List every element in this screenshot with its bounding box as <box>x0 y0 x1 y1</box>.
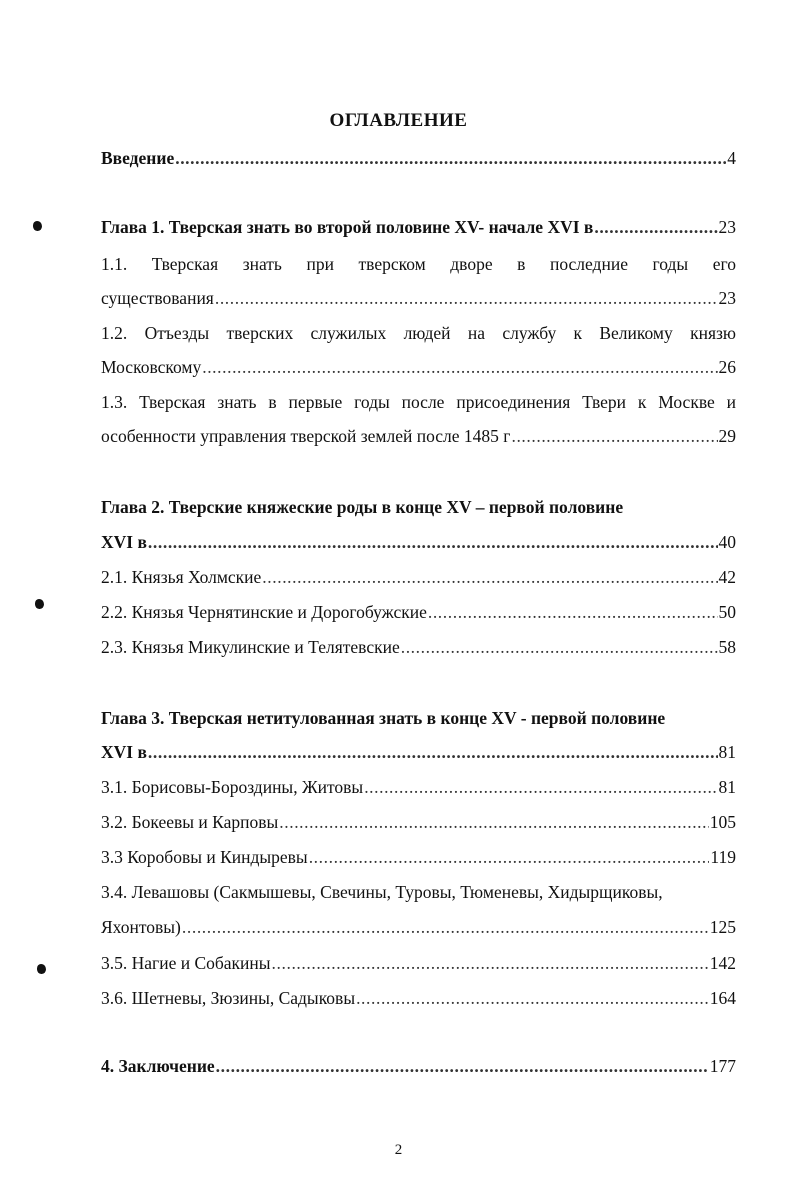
toc-page-number: 119 <box>710 847 736 867</box>
toc-entry-text: XVI в <box>101 742 147 762</box>
toc-entry-text: 2.1. Князья Холмские <box>101 567 262 587</box>
toc-leader-dots <box>175 145 726 171</box>
page-title: ОГЛАВЛЕНИЕ <box>329 110 468 131</box>
toc-entry-3-5 <box>101 950 736 976</box>
toc-entry-1-1-line1: 1.1. Тверская знать при тверском дворе в последние годы его <box>101 254 736 274</box>
toc-entry-conclusion <box>101 1053 736 1079</box>
toc-entry-text: 2.2. Князья Чернятинские и Дорогобужские <box>101 602 427 622</box>
toc-entry-chapter-3 <box>101 739 736 765</box>
toc-entry-text: Яхонтовы) <box>101 917 181 937</box>
toc-page-number: 40 <box>718 532 736 552</box>
toc-leader-dots <box>356 985 709 1011</box>
toc-entry-text: особенности управления тверской землей после 1485 г <box>101 426 511 446</box>
toc-page-number: 58 <box>718 637 736 657</box>
toc-entry-3-4-line1: 3.4. Левашовы (Сакмышевы, Свечины, Туровы, Тюменевы, Хидырщиковы, <box>101 882 663 902</box>
toc-entry-2-1 <box>101 564 736 590</box>
toc-entry-text: Введение <box>101 148 175 168</box>
toc-entry-text: 4. Заключение <box>101 1056 215 1076</box>
toc-entry-text: Московскому <box>101 357 202 377</box>
toc-page-number: 164 <box>709 988 736 1008</box>
toc-leader-dots <box>401 634 718 660</box>
toc-entry-text: Глава 1. Тверская знать во второй половине XV- начале XVI в <box>101 217 594 237</box>
toc-entry-1-1 <box>101 285 736 311</box>
toc-leader-dots <box>594 214 717 240</box>
toc-page-number: 50 <box>718 602 736 622</box>
toc-entry-3-1 <box>101 774 736 800</box>
toc-entry-chapter-2-line1: Глава 2. Тверские княжеские роды в конце XV – первой половине <box>101 497 624 517</box>
toc-page-number: 42 <box>718 567 736 587</box>
toc-entry-text: 2.3. Князья Микулинские и Телятевские <box>101 637 400 657</box>
scan-mark <box>35 599 44 609</box>
toc-entry-chapter-1 <box>101 214 736 240</box>
toc-leader-dots <box>511 423 717 449</box>
toc-entry-1-3-line1: 1.3. Тверская знать в первые годы после присоединения Твери к Москве и <box>101 392 736 412</box>
toc-leader-dots <box>364 774 717 800</box>
toc-leader-dots <box>262 564 717 590</box>
toc-entry-chapter-3-line1: Глава 3. Тверская нетитулованная знать в конце XV - первой половине <box>101 708 666 728</box>
toc-page-number: 29 <box>718 426 736 446</box>
toc-entry-1-2-line1: 1.2. Отъезды тверских служилых людей на службу к Великому князю <box>101 323 736 343</box>
toc-entry-intro <box>101 145 736 171</box>
toc-entry-2-3 <box>101 634 736 660</box>
toc-entry-3-6 <box>101 985 736 1011</box>
toc-entry-1-2 <box>101 354 736 380</box>
toc-page-number: 81 <box>718 742 736 762</box>
toc-leader-dots <box>148 529 718 555</box>
toc-page-number: 177 <box>709 1056 736 1076</box>
toc-leader-dots <box>216 1053 709 1079</box>
toc-page-number: 105 <box>709 812 736 832</box>
toc-entry-2-2 <box>101 599 736 625</box>
toc-entry-3-3 <box>101 844 736 870</box>
toc-page-number: 81 <box>718 777 736 797</box>
page-number: 2 <box>394 1142 403 1158</box>
toc-page-number: 26 <box>718 357 736 377</box>
toc-leader-dots <box>182 914 709 940</box>
toc-page-number: 23 <box>718 217 736 237</box>
toc-entry-text: существования <box>101 288 214 308</box>
toc-leader-dots <box>279 809 708 835</box>
toc-entry-chapter-2 <box>101 529 736 555</box>
toc-entry-text: 3.6. Шетневы, Зюзины, Садыковы <box>101 988 356 1008</box>
toc-entry-3-2 <box>101 809 736 835</box>
scan-mark <box>37 964 46 974</box>
toc-entry-text: XVI в <box>101 532 147 552</box>
toc-leader-dots <box>202 354 717 380</box>
toc-entry-text: 3.1. Борисовы-Бороздины, Житовы <box>101 777 364 797</box>
toc-page-number: 4 <box>727 148 736 168</box>
toc-entry-text: 3.5. Нагие и Собакины <box>101 953 271 973</box>
toc-page-number: 142 <box>709 953 736 973</box>
toc-page-number: 23 <box>718 288 736 308</box>
toc-entry-text: 3.2. Бокеевы и Карповы <box>101 812 279 832</box>
toc-leader-dots <box>309 844 710 870</box>
toc-leader-dots <box>272 950 709 976</box>
toc-leader-dots <box>215 285 718 311</box>
scan-mark <box>33 221 42 231</box>
toc-page-number: 125 <box>709 917 736 937</box>
toc-entry-3-4 <box>101 914 736 940</box>
toc-leader-dots <box>148 739 718 765</box>
toc-leader-dots <box>428 599 718 625</box>
toc-entry-text: 3.3 Коробовы и Киндыревы <box>101 847 308 867</box>
toc-entry-1-3 <box>101 423 736 449</box>
